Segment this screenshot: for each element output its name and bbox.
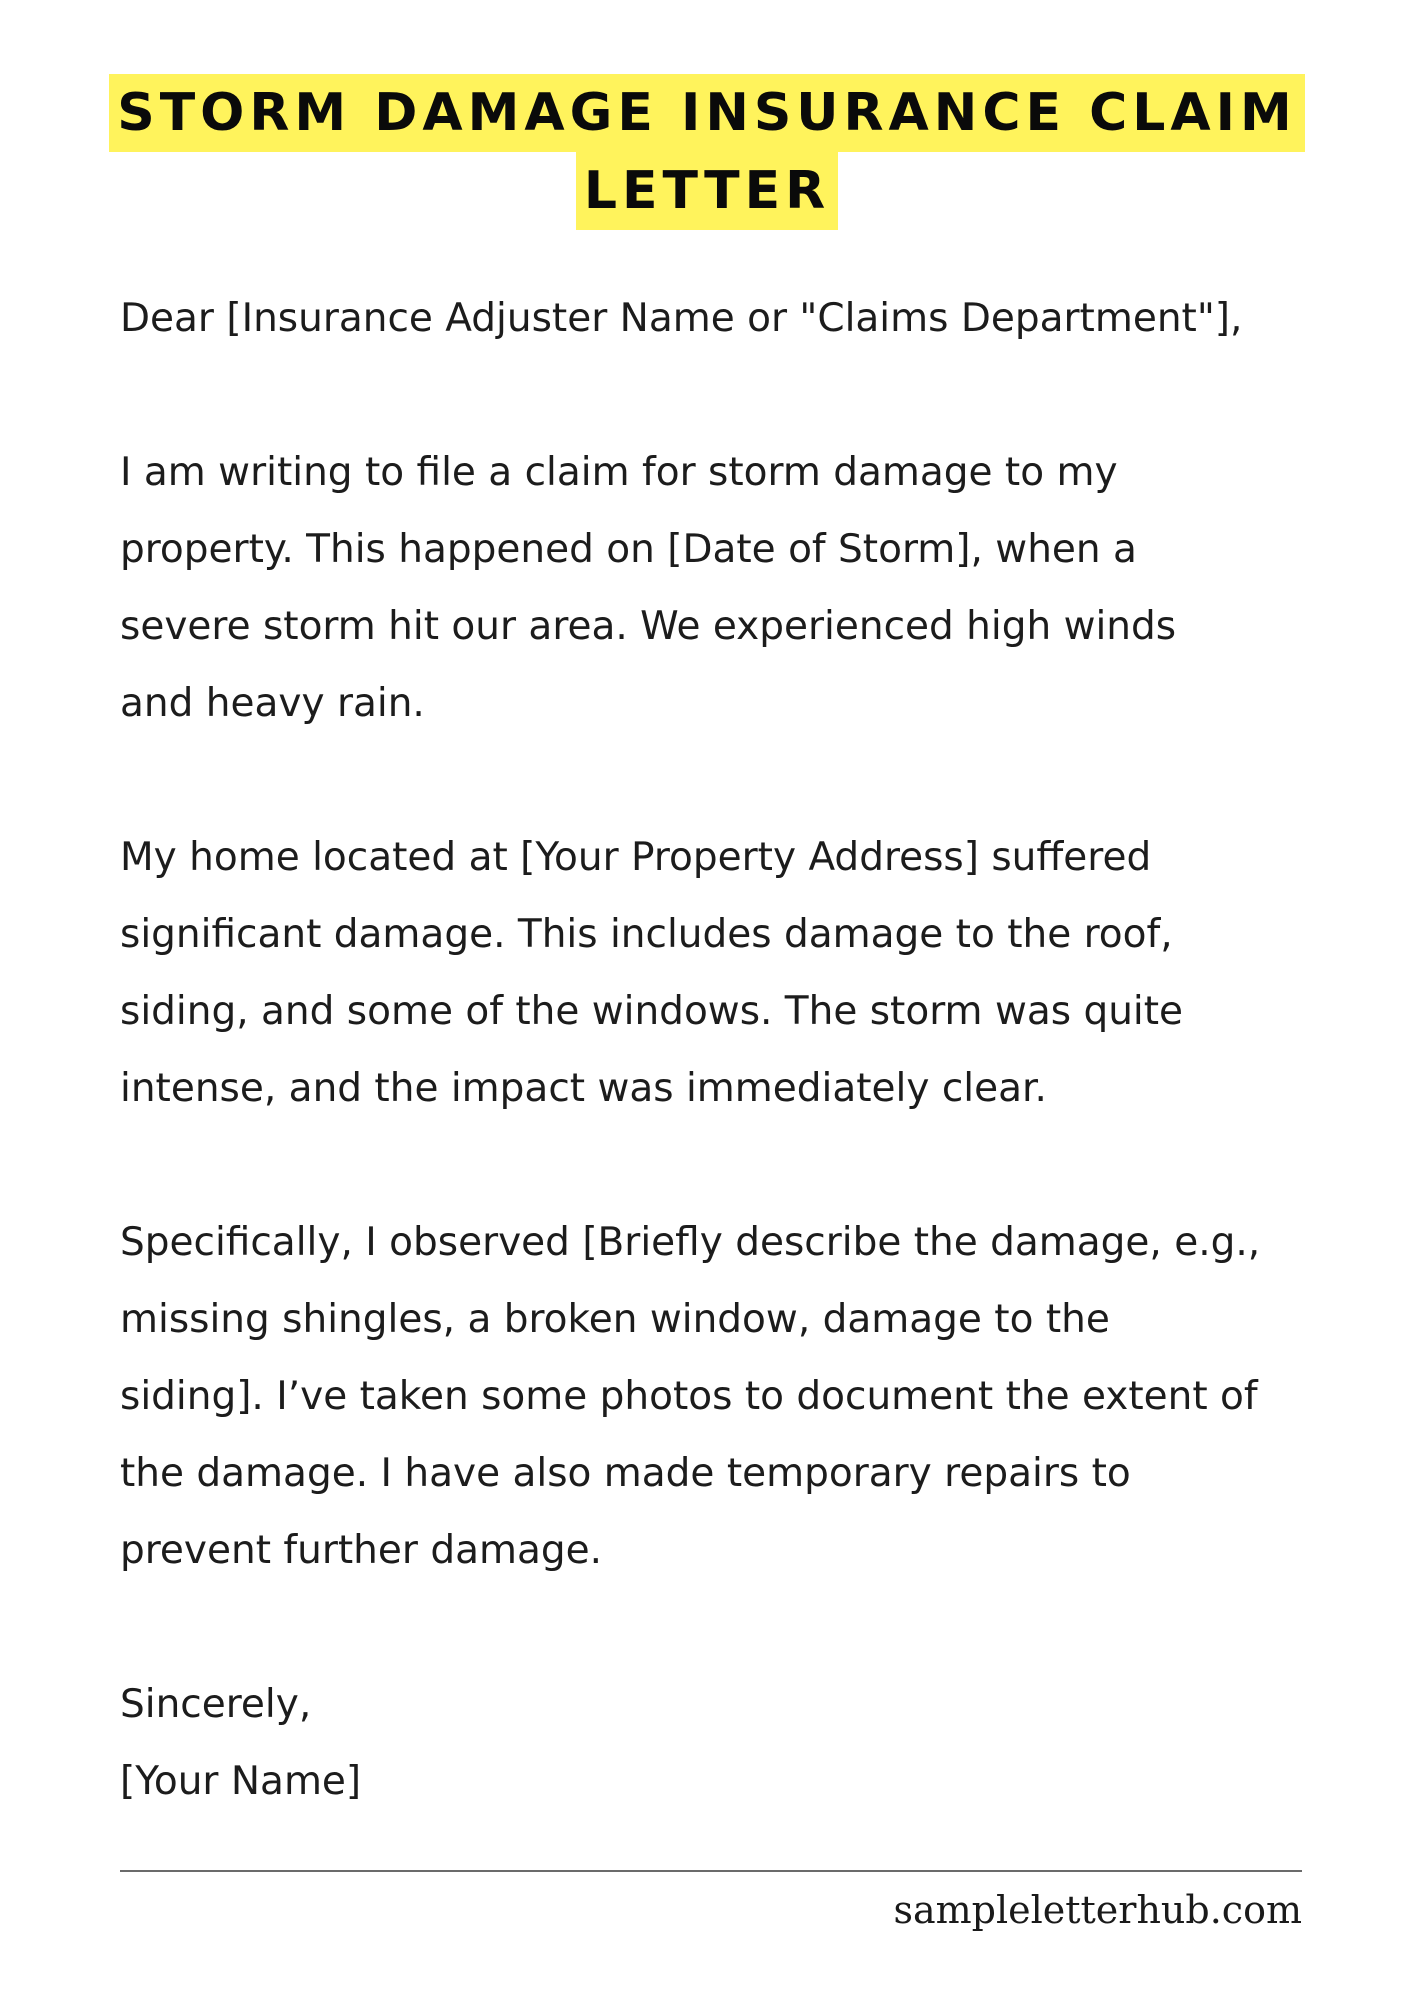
closing: Sincerely,: [120, 1682, 312, 1727]
paragraph-1: I am writing to file a claim for storm damage to my property. This happened on [Date of Storm], when a severe storm hit our area. We experienced high winds and heavy rain.: [120, 450, 1177, 726]
page-title: [0, 74, 1414, 230]
footer-divider: [120, 1870, 1302, 1872]
signature: [Your Name]: [120, 1759, 362, 1804]
website-link[interactable]: sampleletterhub.com: [893, 1888, 1302, 1932]
paragraph-3: Specifically, I observed [Briefly describe the damage, e.g., missing shingles, a broken window, damage to the siding]. I’ve taken some photos to document the extent of the damage. I have also made temporary repairs to prevent further damage.: [120, 1220, 1261, 1573]
salutation: Dear [Insurance Adjuster Name or "Claims Department"],: [120, 296, 1243, 341]
letter-body: [120, 280, 1380, 1820]
title-line-2: LETTER: [576, 152, 838, 230]
paragraph-2: My home located at [Your Property Address] suffered significant damage. This includes damage to the roof, siding, and some of the windows. The storm was quite intense, and the impact was immediately clear.: [120, 835, 1184, 1111]
title-line-1: STORM DAMAGE INSURANCE CLAIM: [109, 74, 1305, 152]
